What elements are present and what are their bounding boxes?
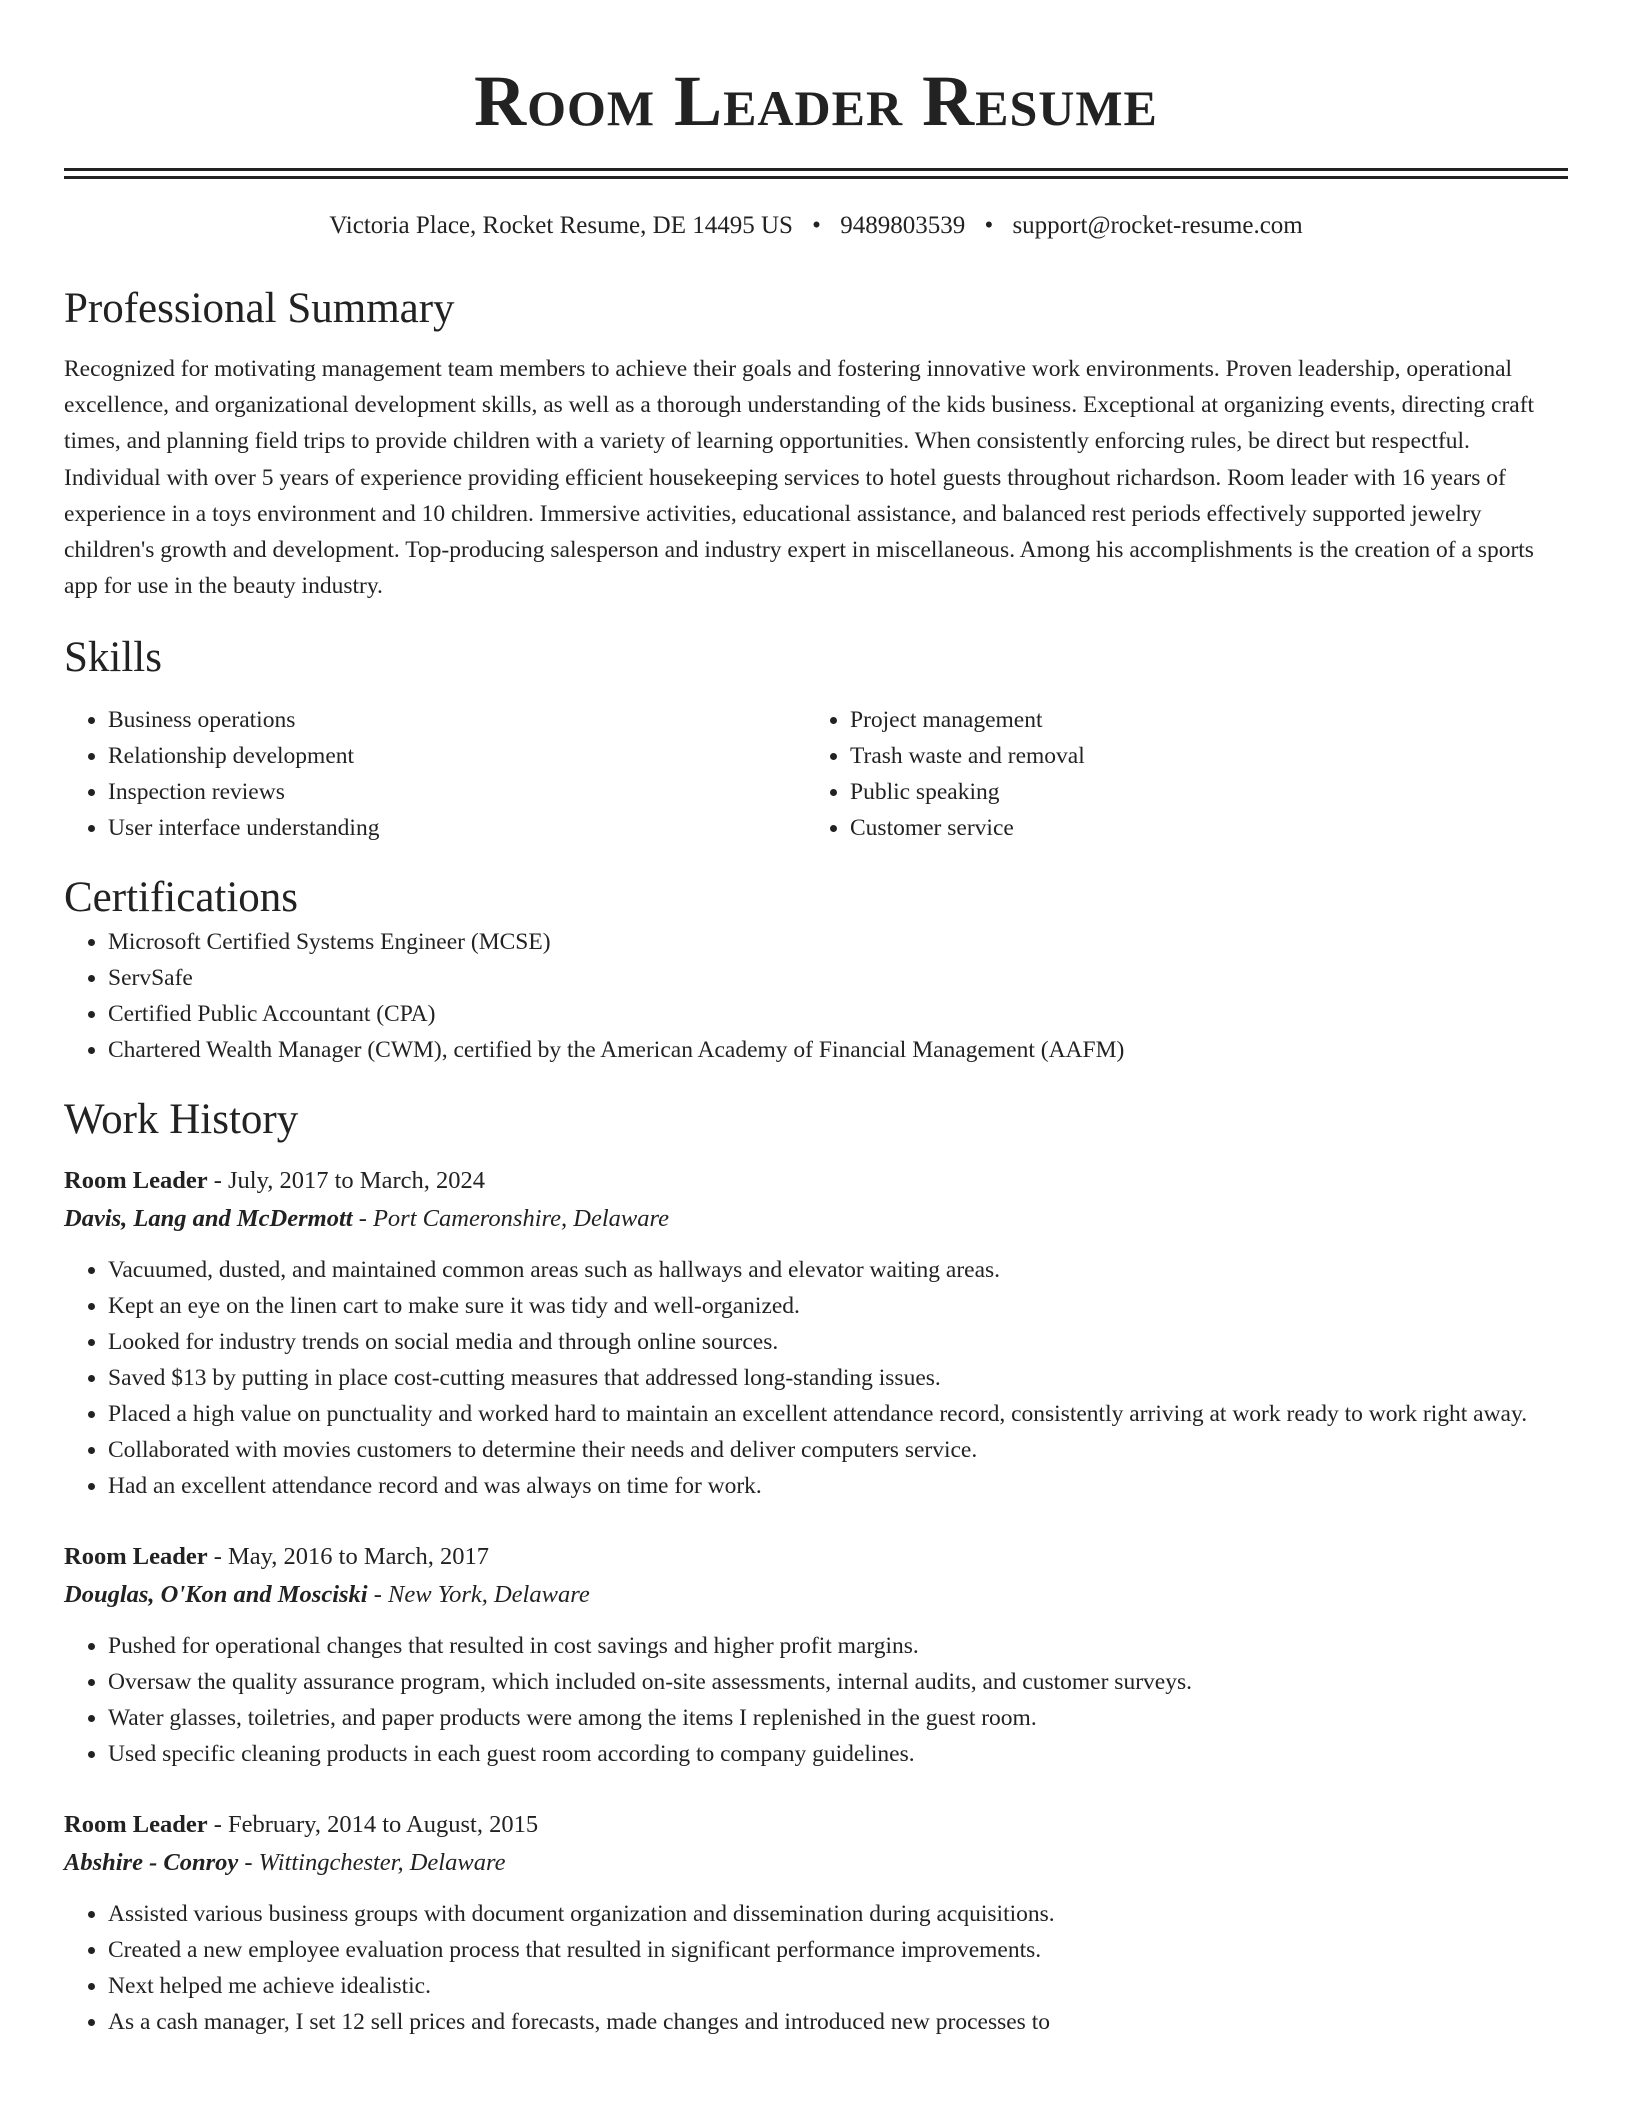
resume-page [64, 0, 1568, 2040]
certification-item: • Certified Public Accountant (CPA) [108, 996, 1568, 1032]
skill-item: • Inspection reviews [108, 774, 806, 810]
certifications-heading: Certifications [64, 874, 299, 922]
job-location: - Port Cameronshire, Delaware [352, 1205, 669, 1233]
job-bullet: • Collaborated with movies customers to determine their needs and deliver computers service. [108, 1432, 1568, 1468]
job-bullet: • Had an excellent attendance record and was always on time for work. [108, 1468, 1568, 1504]
job-title-line [64, 1538, 1568, 1576]
job-bullet: • Assisted various business groups with document organization and dissemination during acquisitions. [108, 1896, 1568, 1932]
job-title: Room Leader [64, 1167, 208, 1195]
contact-separator: • [984, 212, 994, 239]
job-bullets [64, 1628, 1568, 1772]
work-history-heading: Work History [64, 1096, 299, 1144]
job-bullets [64, 1252, 1568, 1504]
job-company-line [64, 1576, 1568, 1614]
skill-item: • Project management [850, 702, 1548, 738]
certification-item: • Chartered Wealth Manager (CWM), certified by the American Academy of Financial Management (AAFM) [108, 1032, 1568, 1068]
job-entry [64, 1162, 1568, 1504]
skills-list [64, 702, 1568, 846]
job-company: Abshire - Conroy [64, 1849, 239, 1877]
job-bullet: • Used specific cleaning products in each guest room according to company guidelines. [108, 1736, 1568, 1772]
job-bullet: • Next helped me achieve idealistic. [108, 1968, 1568, 2004]
skill-item: • Public speaking [850, 774, 1548, 810]
certification-item: • Microsoft Certified Systems Engineer (MCSE) [108, 924, 1568, 960]
skills-column-left [64, 702, 806, 846]
job-bullet: • Pushed for operational changes that resulted in cost savings and higher profit margins. [108, 1628, 1568, 1664]
job-title: Room Leader [64, 1543, 208, 1571]
job-entry [64, 1538, 1568, 1772]
summary-text: Recognized for motivating management team members to achieve their goals and fostering innovative work environments. Proven leadership, operational excellence, and organizational development skills, as well as a thorough understanding of the kids business. Exceptional at organizing events, directing craft times, and planning field trips to provide children with a variety of learning opportunities. When consistently enforcing rules, be direct but respectful. Individual with over 5 years of experience providing efficient housekeeping services to hotel guests throughout richardson. Room leader with 16 years of experience in a toys environment and 10 children. Immersive activities, educational assistance, and balanced rest periods effectively supported jewelry children's growth and development. Top-producing salesperson and industry expert in miscellaneous. Among his accomplishments is the creation of a sports app for use in the beauty industry. [64, 356, 1535, 600]
job-bullet: • Vacuumed, dusted, and maintained common areas such as hallways and elevator waiting areas. [108, 1252, 1568, 1288]
title-divider-top [64, 168, 1568, 171]
job-bullets [64, 1896, 1568, 2040]
job-dates: - February, 2014 to August, 2015 [207, 1811, 539, 1839]
contact-address: Victoria Place, Rocket Resume, DE 14495 US [329, 212, 793, 239]
job-bullet: • Water glasses, toiletries, and paper products were among the items I replenished in the guest room. [108, 1700, 1568, 1736]
job-bullet: • Oversaw the quality assurance program, which included on-site assessments, internal audits, and customer surveys. [108, 1664, 1568, 1700]
job-company: Davis, Lang and McDermott [64, 1205, 353, 1233]
certifications-list [64, 924, 1568, 1068]
skills-column-right [806, 702, 1548, 846]
contact-line [64, 209, 1568, 243]
job-bullet: • Kept an eye on the linen cart to make sure it was tidy and well-organized. [108, 1288, 1568, 1324]
job-bullet: • Created a new employee evaluation process that resulted in significant performance improvements. [108, 1932, 1568, 1968]
job-location: - Wittingchester, Delaware [238, 1849, 506, 1877]
job-bullet: • As a cash manager, I set 12 sell prices and forecasts, made changes and introduced new processes to [108, 2004, 1568, 2040]
skill-item: • Business operations [108, 702, 806, 738]
contact-email: support@rocket-resume.com [1012, 212, 1303, 239]
job-company-line [64, 1844, 1568, 1882]
job-bullet: • Looked for industry trends on social media and through online sources. [108, 1324, 1568, 1360]
skill-item: • Trash waste and removal [850, 738, 1548, 774]
skill-item: • Relationship development [108, 738, 806, 774]
job-dates: - May, 2016 to March, 2017 [207, 1543, 490, 1571]
resume-title: Room Leader Resume [474, 61, 1158, 141]
job-bullet: • Saved $13 by putting in place cost-cutting measures that addressed long-standing issues. [108, 1360, 1568, 1396]
job-location: - New York, Delaware [367, 1581, 590, 1609]
title-divider-bottom [64, 176, 1568, 179]
job-title-line [64, 1806, 1568, 1844]
summary-heading: Professional Summary [64, 285, 455, 332]
contact-phone: 9489803539 [840, 212, 966, 239]
job-entry [64, 1806, 1568, 2040]
job-title: Room Leader [64, 1811, 208, 1839]
skill-item: • User interface understanding [108, 810, 806, 846]
job-company-line [64, 1200, 1568, 1238]
job-company: Douglas, O'Kon and Mosciski [64, 1581, 368, 1609]
skills-heading: Skills [64, 634, 162, 682]
job-dates: - July, 2017 to March, 2024 [207, 1167, 485, 1195]
job-title-line [64, 1162, 1568, 1200]
certification-item: • ServSafe [108, 960, 1568, 996]
job-bullet: • Placed a high value on punctuality and worked hard to maintain an excellent attendance record, consistently arriving at work ready to work right away. [108, 1396, 1568, 1432]
skill-item: • Customer service [850, 810, 1548, 846]
contact-separator: • [812, 212, 821, 239]
